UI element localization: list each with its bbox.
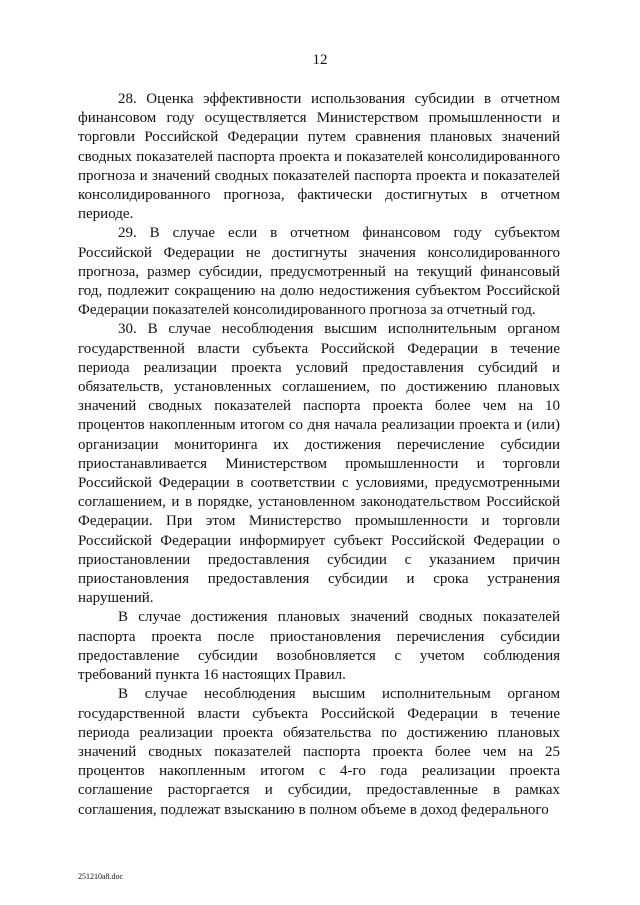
paragraph-30-resumption: В случае достижения плановых значений сводных показателей паспорта проекта после приостановления перечисления субсидии предоставление субсидии возобновляется с учетом соблюдения требований пункта 16 настоящих Правил. — [78, 609, 560, 684]
page-number: 12 — [312, 52, 328, 68]
paragraph-28: 28. Оценка эффективности использования субсидии в отчетном финансовом году осуществляется Министерством промышленности и торговли Российской Федерации путем сравнения плановых значений сводных показателей паспорта проекта и показателей консолидированного прогноза и значений сводных показателей паспорта проекта и показателей консолидированного прогноза, фактически достигнутых в отчетном периоде. — [78, 91, 560, 223]
paragraph-29: 29. В случае если в отчетном финансовом году субъектом Российской Федерации не достигнуты значения консолидированного прогноза, размер субсидии, предусмотренный на текущий финансовый год, подлежит сокращению на долю недостижения субъектом Российской Федерации показателей консолидированного прогноза за отчетный год. — [78, 225, 560, 319]
paragraph-30: 30. В случае несоблюдения высшим исполнительным органом государственной власти субъекта Российской Федерации в течение периода реализации проекта условий предоставления субсидий и обязательств, установленных соглашением, по достижению плановых значений сводных показателей паспорта проекта более чем на 10 процентов накопленным итогом со дня начала реализации проекта и (или) организации мониторинга их достижения перечисление субсидии приостанавливается Министерством промышленности и торговли Российской Федерации в соответствии с условиями, предусмотренными соглашением, и в порядке, установленном законодательством Российской Федерации. При этом Министерство промышленности и торговли Российской Федерации информирует субъект Российской Федерации о приостановлении предоставления субсидии с указанием причин приостановления предоставления субсидии и срока устранения нарушений. — [78, 321, 560, 607]
file-name-footer: 251210a8.doc — [78, 872, 124, 881]
paragraph-30-termination: В случае несоблюдения высшим исполнительным органом государственной власти субъекта Российской Федерации в течение периода реализации проекта обязательства по достижению плановых значений сводных показателей паспорта проекта более чем на 25 процентов накопленным итогом с 4-го года реализации проекта соглашение расторгается и субсидии, предоставленные в рамках соглашения, подлежат взысканию в полном объеме в доход федерального — [78, 686, 560, 818]
document-body — [78, 90, 560, 820]
